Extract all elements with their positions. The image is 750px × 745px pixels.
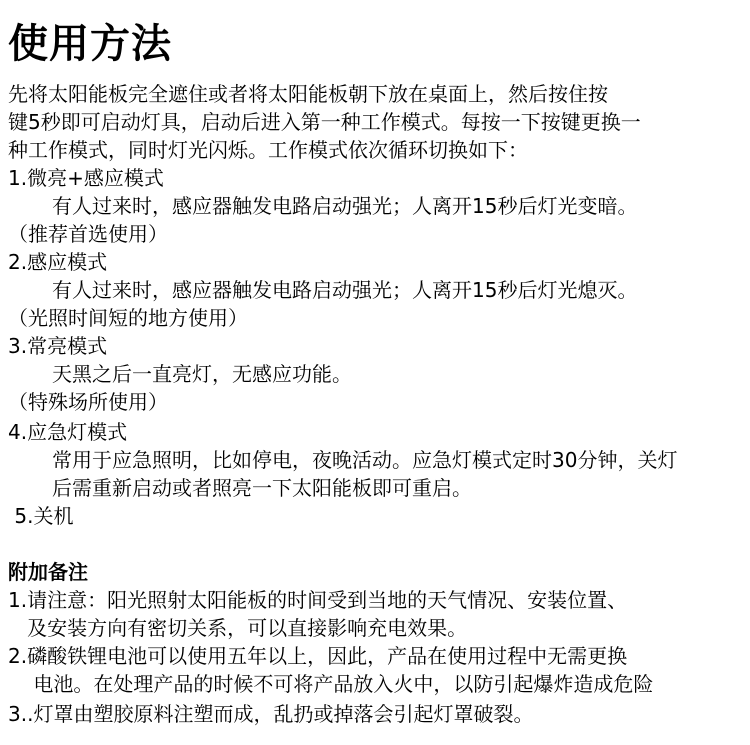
intro-line: 先将太阳能板完全遮住或者将太阳能板朝下放在桌面上，然后按住按 xyxy=(8,82,608,106)
notes-heading: 附加备注 xyxy=(8,560,88,584)
page-title: 使用方法 xyxy=(8,21,172,67)
note-line: 电池。在处理产品的时候不可将产品放入火中，以防引起爆炸造成危险 xyxy=(8,672,654,696)
mode-description: 常用于应急照明，比如停电，夜晚活动。应急灯模式定时30分钟，关灯 xyxy=(52,448,678,472)
mode-heading: 1.微亮+感应模式 xyxy=(8,166,164,190)
note-line: 及安装方向有密切关系，可以直接影响充电效果。 xyxy=(8,616,468,640)
note-line: 1.请注意：阳光照射太阳能板的时间受到当地的天气情况、安装位置、 xyxy=(8,588,628,612)
mode-heading: 2.感应模式 xyxy=(8,250,108,274)
note-line: 2.磷酸铁锂电池可以使用五年以上，因此，产品在使用过程中无需更换 xyxy=(8,644,628,668)
mode-note: （光照时间短的地方使用） xyxy=(8,306,248,330)
mode-note: （特殊场所使用） xyxy=(8,390,168,414)
intro-line: 种工作模式，同时灯光闪烁。工作模式依次循环切换如下： xyxy=(8,138,528,162)
mode-description: 有人过来时，感应器触发电路启动强光；人离开15秒后灯光熄灭。 xyxy=(52,278,638,302)
mode-description: 后需重新启动或者照亮一下太阳能板即可重启。 xyxy=(52,476,472,500)
mode-description: 有人过来时，感应器触发电路启动强光；人离开15秒后灯光变暗。 xyxy=(52,194,638,218)
mode-description: 天黑之后一直亮灯，无感应功能。 xyxy=(52,362,352,386)
mode-heading: 5.关机 xyxy=(8,504,74,528)
mode-heading: 4.应急灯模式 xyxy=(8,420,128,444)
mode-heading: 3.常亮模式 xyxy=(8,334,108,358)
intro-line: 键5秒即可启动灯具，启动后进入第一种工作模式。每按一下按键更换一 xyxy=(8,110,641,134)
note-line: 3..灯罩由塑胶原料注塑而成，乱扔或掉落会引起灯罩破裂。 xyxy=(8,702,534,726)
mode-note: （推荐首选使用） xyxy=(8,222,168,246)
